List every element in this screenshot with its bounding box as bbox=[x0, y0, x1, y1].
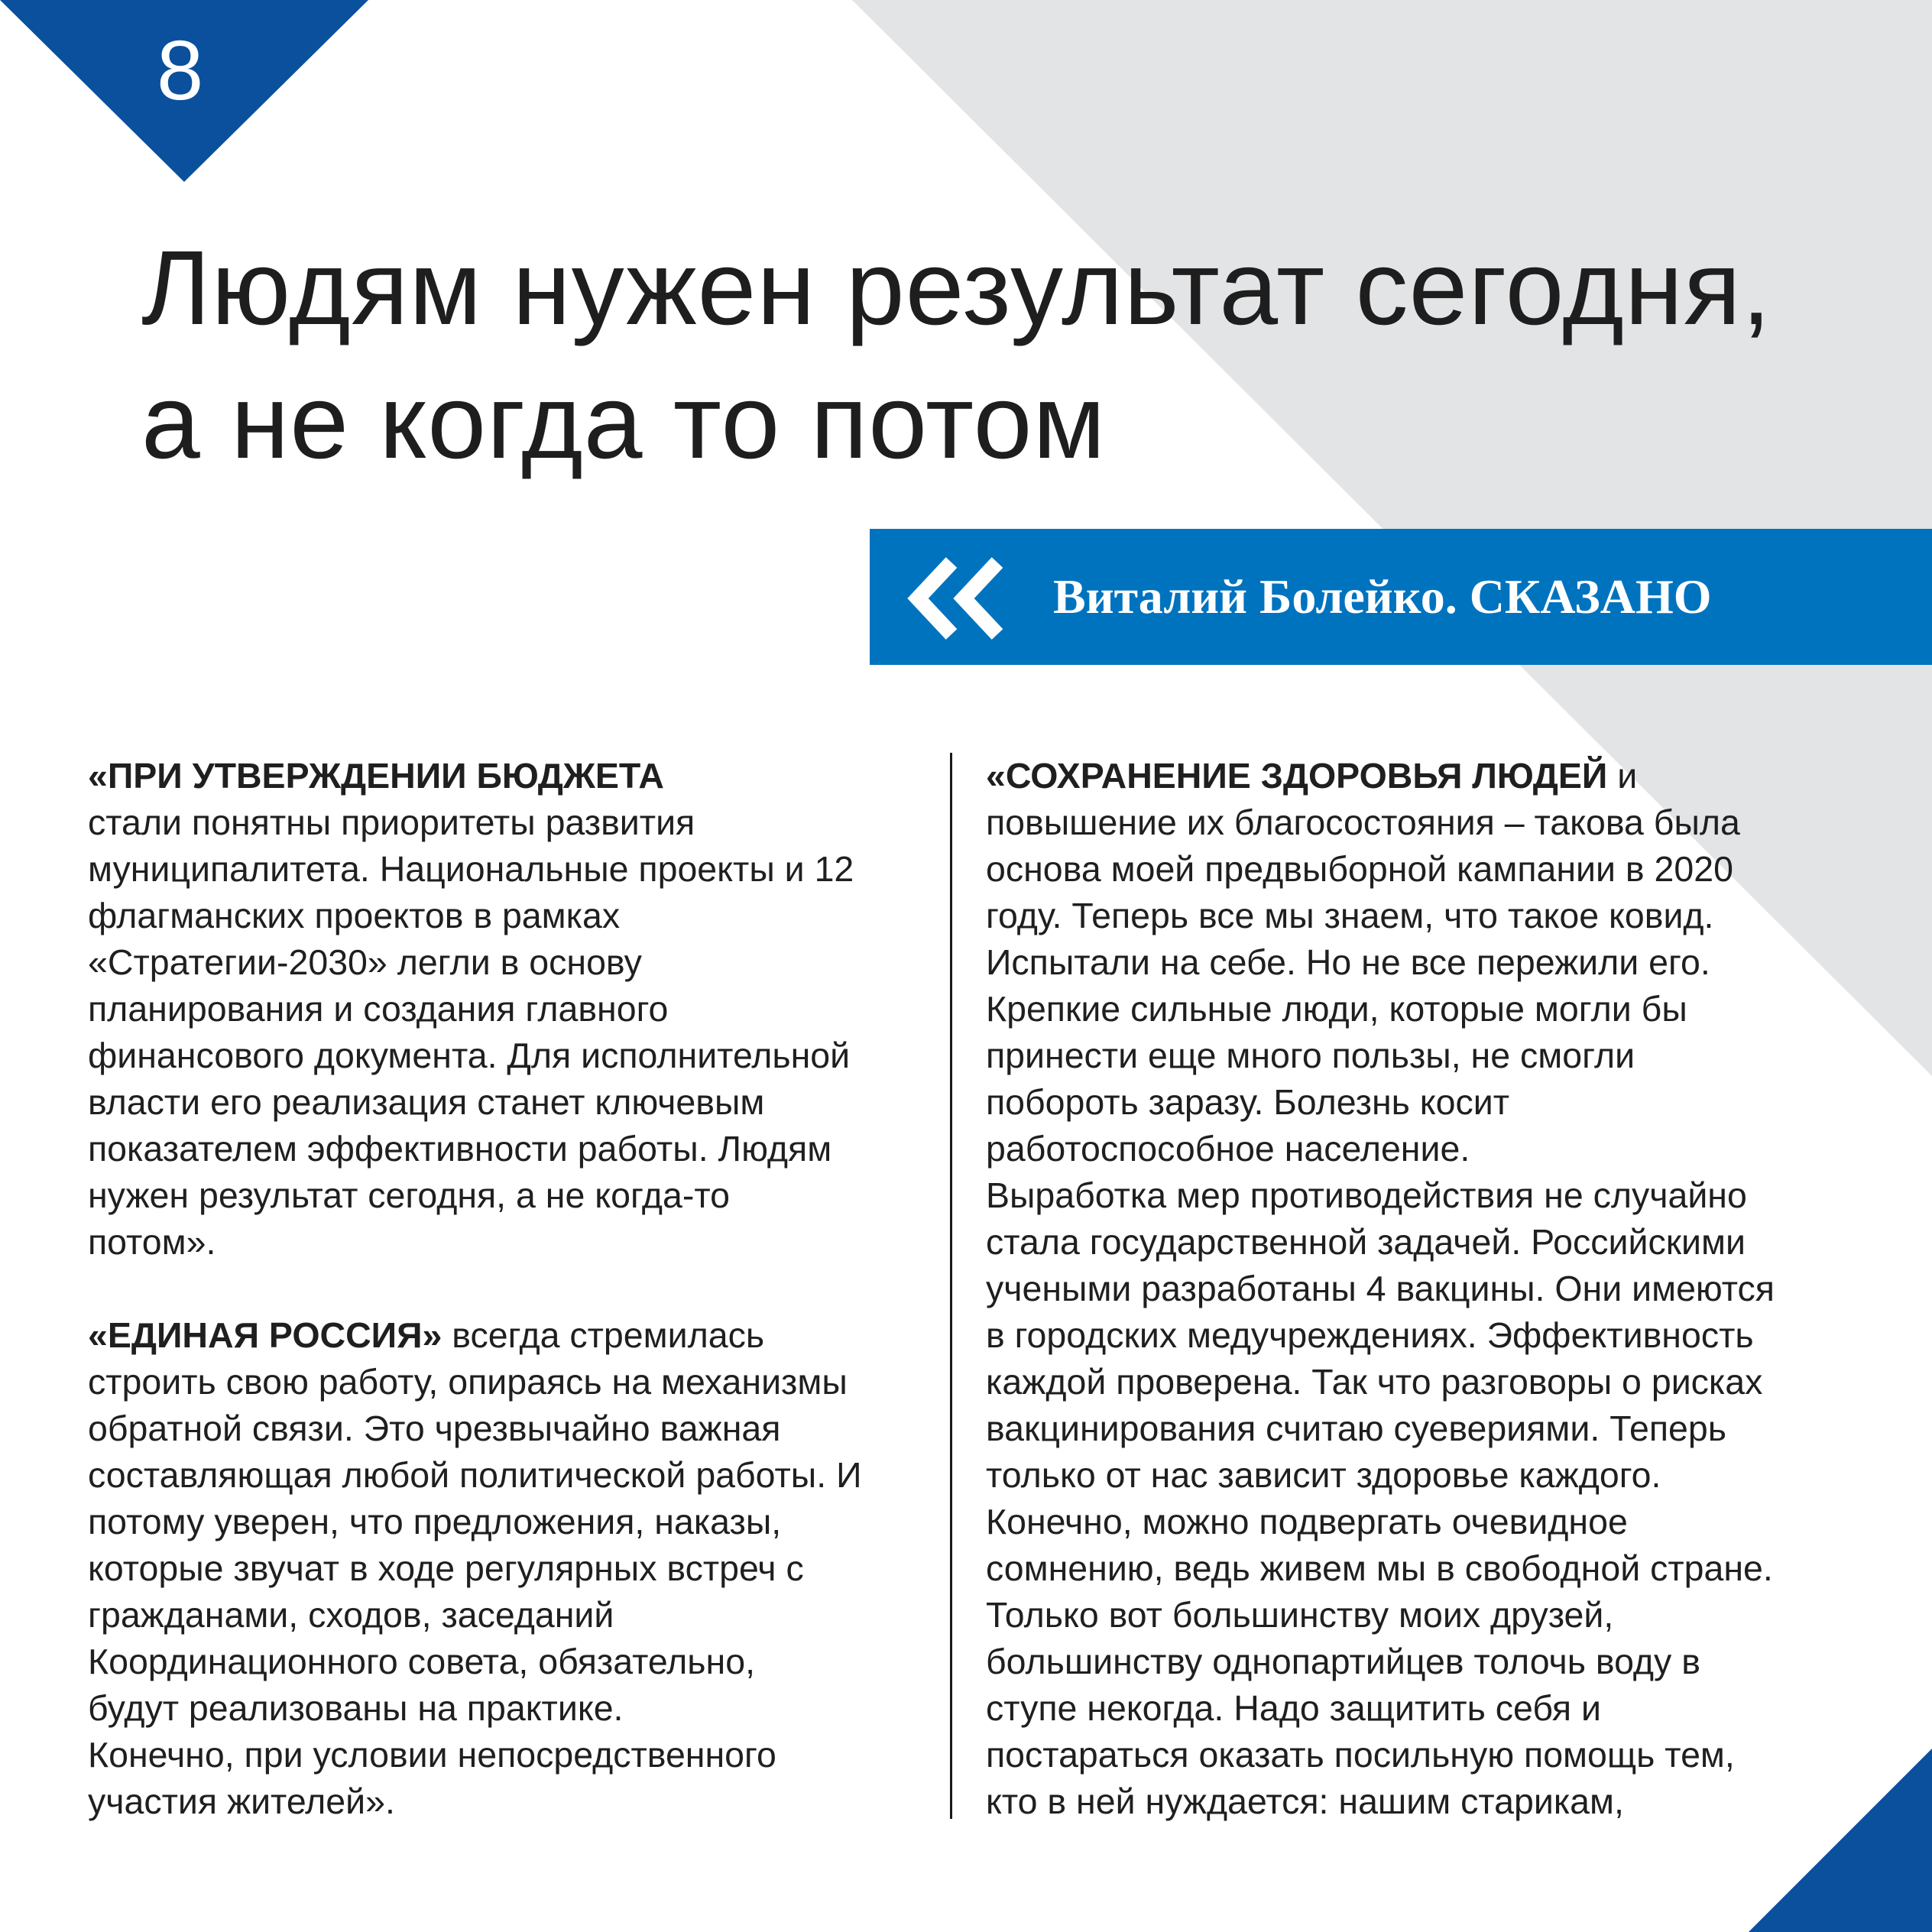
text-line: учеными разработаны 4 вакцины. Они имеются bbox=[986, 1269, 1775, 1308]
paragraph-lead: «ЕДИНАЯ РОССИЯ» bbox=[88, 1315, 442, 1355]
text-line: составляющая любой политической работы. И bbox=[88, 1455, 862, 1495]
page-title-line-1: Людям нужен результат сегодня, bbox=[141, 229, 1772, 347]
text-line: году. Теперь все мы знаем, что такое ковид. bbox=[986, 896, 1714, 935]
text-line: принести еще много пользы, не смогли bbox=[986, 1036, 1635, 1075]
text-line: Только вот большинству моих друзей, bbox=[986, 1595, 1614, 1635]
text-line: Выработка мер противодействия не случайно bbox=[986, 1175, 1747, 1215]
text-line: ступе некогда. Надо защитить себя и bbox=[986, 1688, 1602, 1728]
double-chevron-left-icon bbox=[904, 556, 1011, 640]
page-title-line-2: а не когда то потом bbox=[141, 363, 1107, 481]
right-column bbox=[986, 753, 1865, 1825]
text-line: кто в ней нуждается: нашим старикам, bbox=[986, 1781, 1624, 1821]
text-line: стала государственной задачей. Российскими bbox=[986, 1222, 1746, 1262]
text-line: гражданами, сходов, заседаний bbox=[88, 1595, 614, 1635]
text-line: муниципалитета. Национальные проекты и 12 bbox=[88, 849, 854, 889]
text-line: Конечно, можно подвергать очевидное bbox=[986, 1502, 1628, 1541]
text-line: «Стратегии-2030» легли в основу bbox=[88, 942, 642, 982]
text-line: планирования и создания главного bbox=[88, 989, 669, 1029]
text-line: вакцинирования считаю суевериями. Теперь bbox=[986, 1408, 1726, 1448]
text-line: сомнению, ведь живем мы в свободной стране. bbox=[986, 1548, 1773, 1588]
text-line: работоспособное население. bbox=[986, 1129, 1470, 1169]
text-line: потому уверен, что предложения, наказы, bbox=[88, 1502, 782, 1541]
text-line: участия жителей». bbox=[88, 1781, 395, 1821]
text-line: финансового документа. Для исполнительной bbox=[88, 1036, 851, 1075]
left-column bbox=[88, 753, 921, 1825]
text-line: будут реализованы на практике. bbox=[88, 1688, 624, 1728]
text-line: строить свою работу, опираясь на механизмы bbox=[88, 1362, 848, 1402]
text-line: обратной связи. Это чрезвычайно важная bbox=[88, 1408, 781, 1448]
lead-continuation: всегда стремилась bbox=[442, 1315, 765, 1355]
text-line: которые звучат в ходе регулярных встреч с bbox=[88, 1548, 804, 1588]
text-line: в городских медучреждениях. Эффективность bbox=[986, 1315, 1754, 1355]
text-line: нужен результат сегодня, а не когда-то bbox=[88, 1175, 730, 1215]
text-line: власти его реализация станет ключевым bbox=[88, 1082, 765, 1122]
text-line: Координационного совета, обязательно, bbox=[88, 1642, 755, 1681]
text-line: повышение их благосостояния – такова была bbox=[986, 802, 1740, 842]
paragraph-united-russia bbox=[88, 1312, 921, 1825]
text-line: флагманских проектов в рамках bbox=[88, 896, 621, 935]
lead-continuation: и bbox=[1607, 756, 1638, 796]
column-divider bbox=[950, 753, 952, 1819]
paragraph-budget bbox=[88, 753, 921, 1266]
paragraph-first-line bbox=[986, 753, 1865, 799]
text-line: Испытали на себе. Но не все пережили его. bbox=[986, 942, 1710, 982]
text-line: потом». bbox=[88, 1222, 216, 1262]
paragraph-lead: «ПРИ УТВЕРЖДЕНИИ БЮДЖЕТА bbox=[88, 756, 664, 796]
banner-title: Виталий Болейко. СКАЗАНО bbox=[1053, 569, 1712, 624]
quote-banner bbox=[870, 529, 1932, 665]
page-number: 8 bbox=[157, 24, 204, 118]
text-line: Крепкие сильные люди, которые могли бы bbox=[986, 989, 1687, 1029]
paragraph-lead: «СОХРАНЕНИЕ ЗДОРОВЬЯ ЛЮДЕЙ bbox=[986, 756, 1608, 796]
page-title bbox=[141, 222, 1823, 489]
paragraph-first-line bbox=[88, 1312, 921, 1359]
text-line: побороть заразу. Болезнь косит bbox=[986, 1082, 1510, 1122]
text-line: большинству однопартийцев толочь воду в bbox=[986, 1642, 1700, 1681]
text-line: только от нас зависит здоровье каждого. bbox=[986, 1455, 1661, 1495]
text-line: стали понятны приоритеты развития bbox=[88, 802, 695, 842]
text-line: постараться оказать посильную помощь тем, bbox=[986, 1735, 1735, 1775]
text-line: Конечно, при условии непосредственного bbox=[88, 1735, 776, 1775]
paragraph-gap bbox=[88, 1266, 921, 1312]
text-line: основа моей предвыборной кампании в 2020 bbox=[986, 849, 1733, 889]
text-line: каждой проверена. Так что разговоры о рисках bbox=[986, 1362, 1763, 1402]
text-line: показателем эффективности работы. Людям bbox=[88, 1129, 832, 1169]
